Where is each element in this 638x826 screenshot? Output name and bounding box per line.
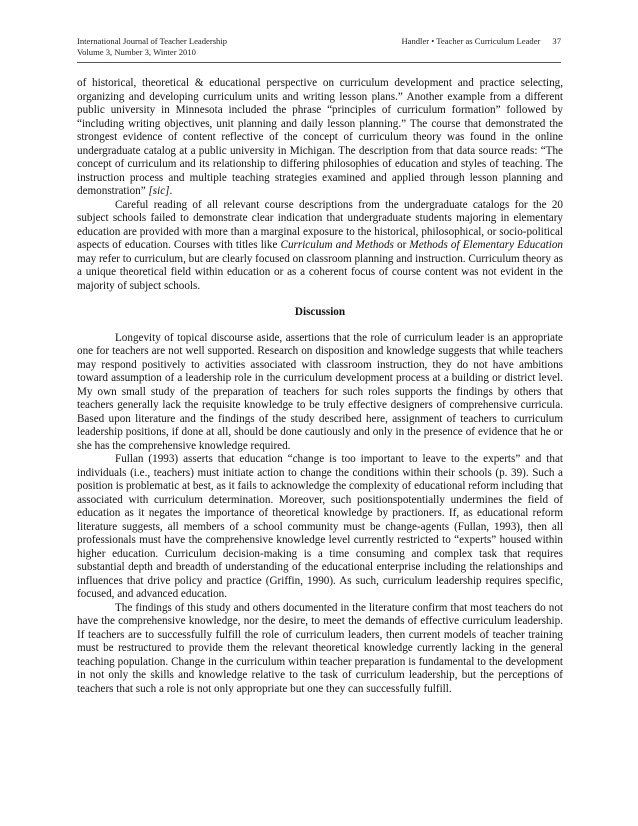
volume-info: Volume 3, Number 3, Winter 2010 bbox=[77, 47, 196, 57]
section-heading-discussion: Discussion bbox=[294, 306, 346, 318]
article-body bbox=[77, 77, 563, 696]
sic-note: [sic] bbox=[148, 185, 170, 197]
course-title-2: Methods of Elementary Education bbox=[409, 239, 563, 251]
catalog-or: or bbox=[393, 239, 410, 251]
discussion-paragraph: Longevity of topical discourse aside, assertions that the role of curriculum leader is an appropriate one for teachers are not well supported. Research on disposition and knowledge suggests that while teachers may respond positively to activities associated with classroom instruction, they do not have ambitions toward assumption of a leadership role in the curriculum development process at a building or district level. My own small study of the preparation of teachers for such roles supports the findings by others that teachers generally lack the requisite knowledge to be truly effective designers of comprehensive curricula. Based upon literature and the findings of the study described here, assignment of teachers to curriculum leadership positions, if done at all, should be done cautiously and only in the presence of evidence that he or she has the comprehensive knowledge required. bbox=[77, 331, 563, 452]
header-divider bbox=[77, 62, 561, 63]
intro-paragraph bbox=[77, 77, 563, 199]
intro-end: . bbox=[169, 185, 173, 197]
discussion-paragraph: Fullan (1993) asserts that education “change is too important to leave to the experts” and that individuals (i.e., teachers) must initiate action to change the conditions within their schools (p. 39). Such a position is problematic at best, as it fails to acknowledge the complexity of educational reform including that associated with curriculum determination. Moreover, such positionspotentially undermines the field of education as it negates the importance of theoretical knowledge by practioners. If, as educational reform literature suggests, all members of a school community must be change-agents (Fullan, 1993), then all professionals must have the comprehensive knowledge level currently restricted to “experts” housed within higher education. Curriculum decision-making is a time consuming and complex task that requires substantial depth and breadth of understanding of the educational enterprise including the relationships and influences that drive policy and practice (Griffin, 1990). As such, curriculum leadership requires specific, focused, and advanced education. bbox=[77, 453, 563, 600]
discussion-paragraph: The findings of this study and others documented in the literature confirm that most teachers do not have the comprehensive knowledge, nor the desire, to meet the demands of effective curriculum leadership. If teachers are to successfully fulfill the role of curriculum leaders, then current models of teacher training must be restructured to provide them the relevant theoretical knowledge currently lacking in the general teaching population. Change in the curriculum within teacher preparation is fundamental to the development in not only the skills and knowledge relative to the task of curriculum leadership, but the perceptions of teachers that such a role is not only appropriate but one they can successfully fulfill. bbox=[77, 601, 563, 695]
catalog-text-1: Careful reading of all relevant course descriptions from the undergraduate catalogs for the 20 subject schools failed to demonstrate clear indication that undergraduate students majoring in elementary education are provided with more than a marginal exposure to the historical, philosophical, or socio-political aspects of education. Courses with titles like bbox=[77, 198, 563, 251]
page-number: 37 bbox=[552, 36, 561, 46]
running-title: Handler • Teacher as Curriculum Leader bbox=[401, 36, 541, 46]
intro-text: of historical, theoretical & educational perspective on curriculum development and practice selecting, organizing and developing curriculum units and writing lesson plans.” Another example from a different public university in Minnesota included the phrase “principles of curriculum formation” followed by “including writing objectives, unit planning and daily lesson planning.” The course that demonstrated the strongest evidence of content reflective of the concept of curriculum theory was found in the online undergraduate catalog at a public university in Michigan. The description from that data source reads: “The concept of curriculum and its relationship to differing philosophies of education and styles of teaching. The instruction process and multiple teaching strategies examined and applied through lesson planning and demonstration” bbox=[77, 77, 563, 197]
course-title-1: Curriculum and Methods bbox=[280, 239, 394, 251]
catalog-review-paragraph bbox=[77, 199, 563, 294]
header-right bbox=[401, 36, 561, 47]
header-line bbox=[77, 36, 561, 47]
catalog-text-2: may refer to curriculum, but are clearly focused on classroom planning and instruction. Curriculum theory as a unique theoretical field within education or as a coherent focus of course content was not evident in the majority of subject schools. bbox=[77, 252, 564, 292]
journal-title: International Journal of Teacher Leadership bbox=[77, 36, 228, 46]
running-header bbox=[77, 36, 561, 58]
